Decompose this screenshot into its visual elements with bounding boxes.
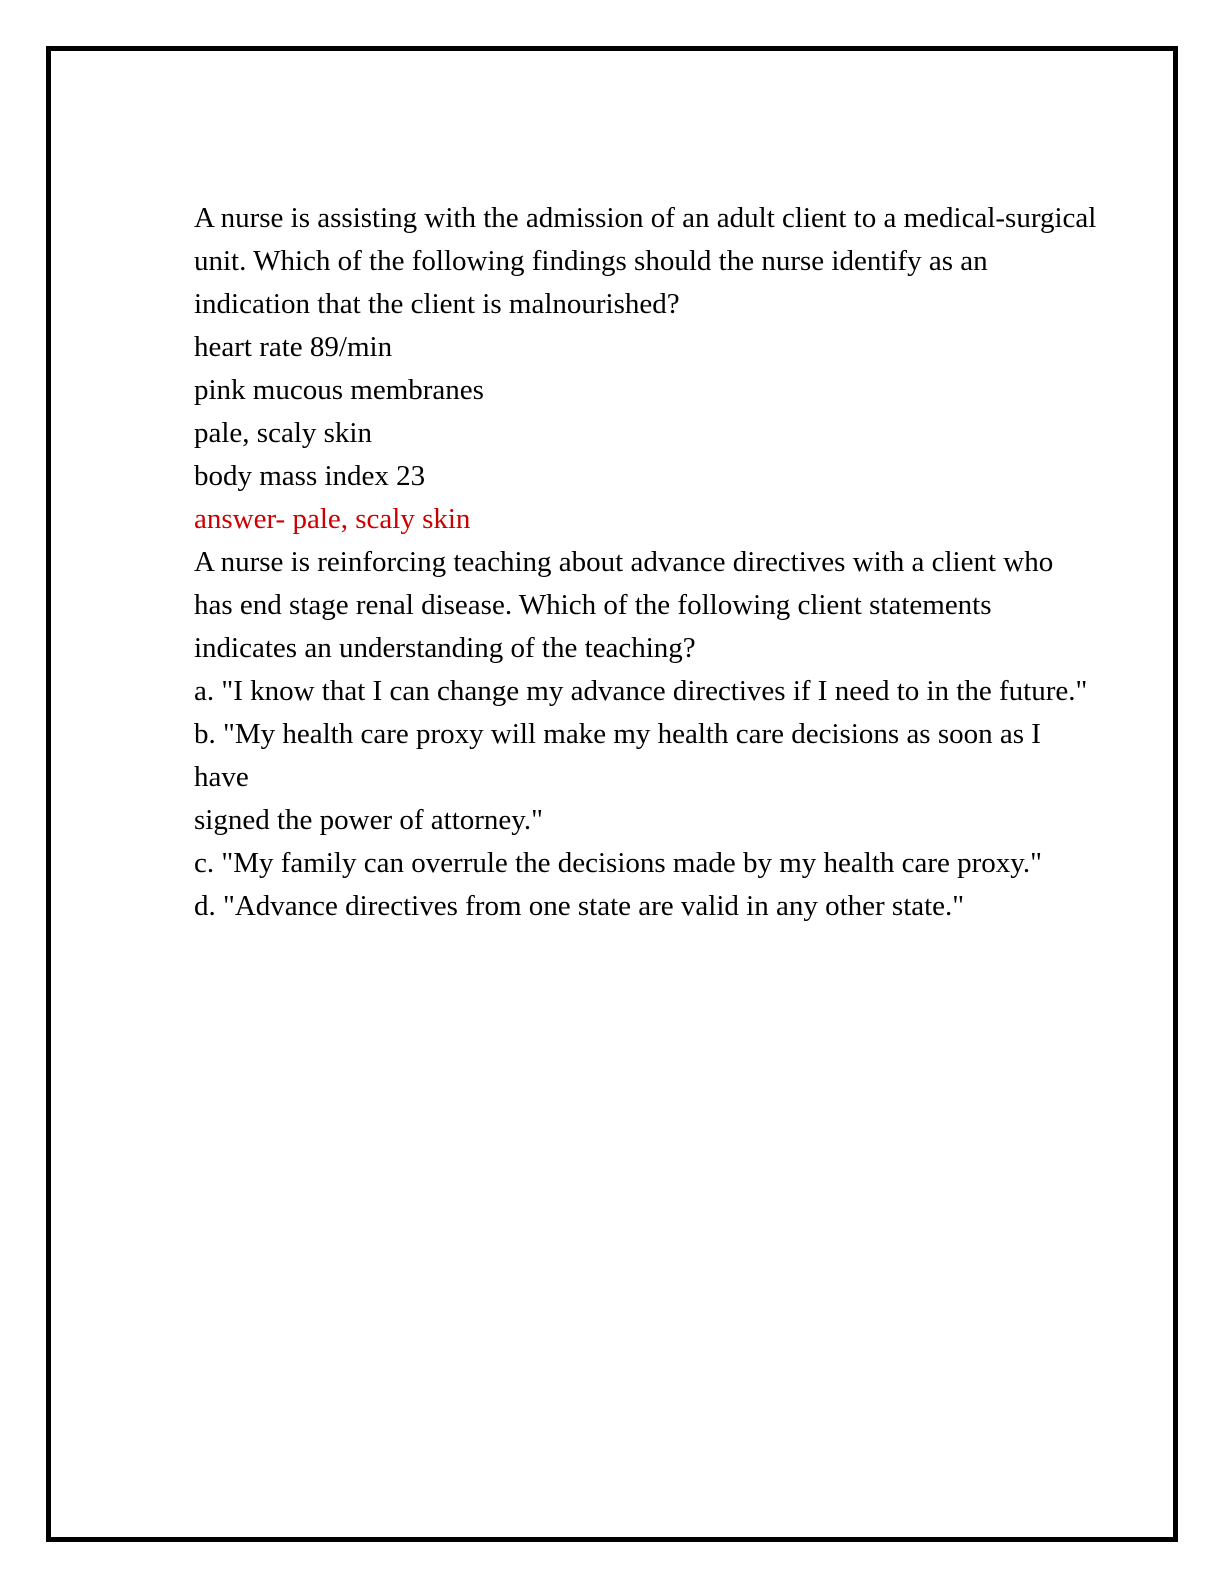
question-2-choice-b-continued: signed the power of attorney." (194, 804, 543, 836)
question-1-option-4: body mass index 23 (194, 460, 426, 492)
question-1-option-2: pink mucous membranes (194, 374, 484, 406)
question-2-choice-a: a. "I know that I can change my advance directives if I need to in the future." (194, 675, 1088, 707)
question-2-text: A nurse is reinforcing teaching about advance directives with a client who has end stage renal disease. Which of the following client statements indicates an understanding of the teaching? (194, 546, 1054, 664)
question-1-answer: answer- pale, scaly skin (194, 503, 471, 535)
question-1-text: A nurse is assisting with the admission of an adult client to a medical-surgical unit. Which of the following findings should the nurse identify as an indication that the client is malnourished? (194, 202, 1097, 320)
page-content (194, 197, 1099, 928)
question-1-option-3: pale, scaly skin (194, 417, 372, 449)
question-2-choice-d: d. "Advance directives from one state are valid in any other state." (194, 890, 965, 922)
question-1-option-1: heart rate 89/min (194, 331, 393, 363)
page-border (46, 46, 1178, 1542)
question-2-choice-b: b. "My health care proxy will make my health care decisions as soon as I have (194, 718, 1041, 793)
question-2-choice-c: c. "My family can overrule the decisions made by my health care proxy." (194, 847, 1043, 879)
